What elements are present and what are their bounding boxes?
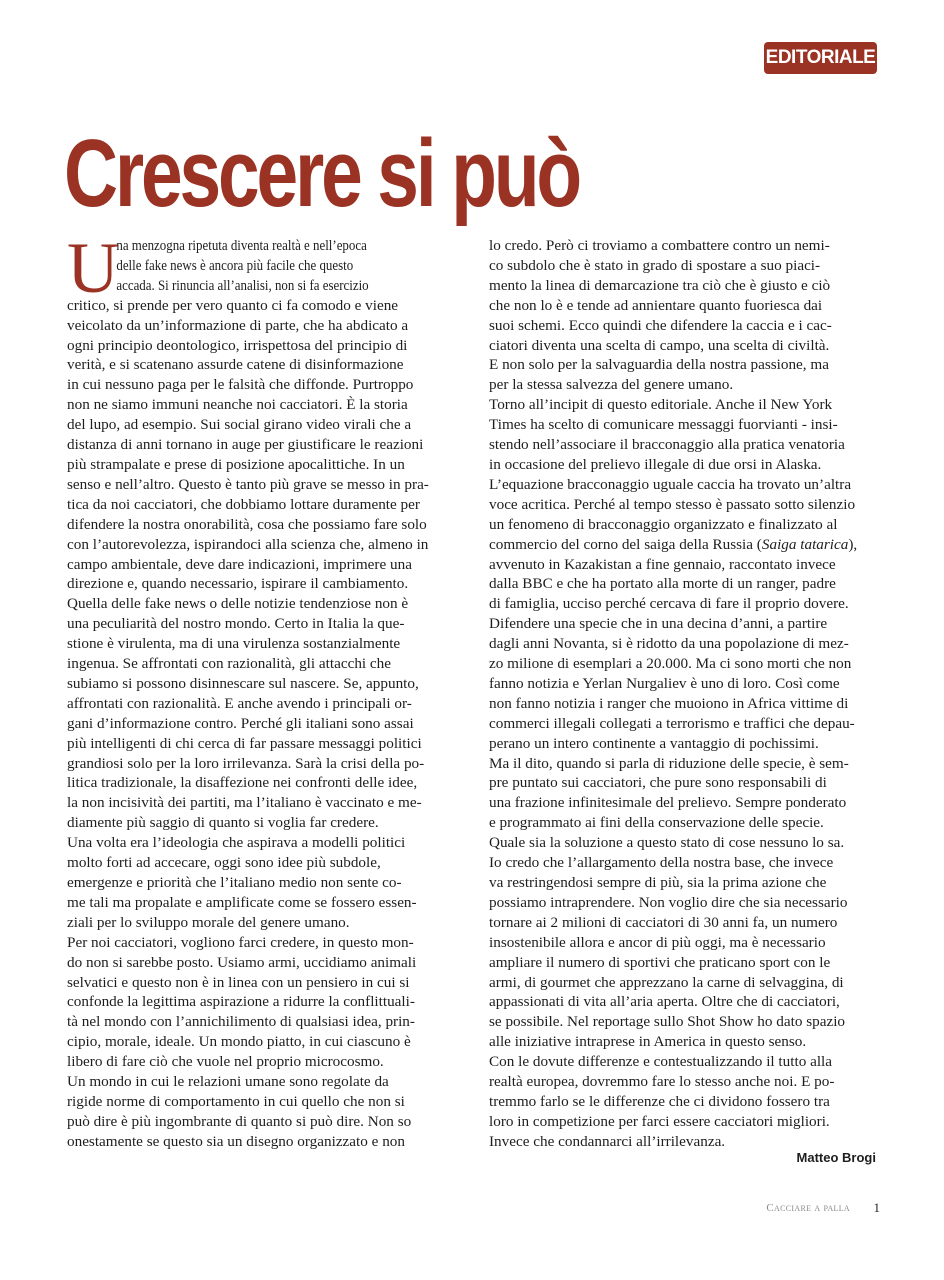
text-line: campo ambientale, deve dare indicazioni, imprimere una <box>67 555 412 573</box>
text-line: molto forti ad accecare, oggi sono idee più subdole, <box>67 854 381 872</box>
text-line: non fanno notizia i ranger che muoiono in Africa vittime di <box>489 694 849 712</box>
article-title: Crescere si può <box>64 120 580 227</box>
text-line: cipio, morale, ideale. Un mondo piatto, in cui ciascuno è <box>67 1033 411 1051</box>
text-line: più intelligenti di chi cerca di far passare messaggi politici <box>67 734 422 752</box>
text-line: rigide norme di comportamento in cui quello che non si <box>67 1092 405 1110</box>
text-line: con l’autorevolezza, ispirandoci alla scienza che, almeno in <box>67 535 429 553</box>
text-line: delle fake news è ancora più facile che questo <box>116 256 354 274</box>
text-line: selvatici e questo non è in linea con un pensiero in cui si <box>67 973 410 991</box>
text-line: dalla BBC e che ha portato alla morte di un ranger, padre <box>489 575 836 593</box>
text-line: commercio del corno del saiga della Russia (Saiga tatarica), <box>489 535 858 553</box>
text-line: distanza di anni tornano in auge per giustificare le reazioni <box>67 436 424 454</box>
drop-cap: U <box>67 228 119 308</box>
text-line: per la stessa salvezza del genere umano. <box>489 376 734 394</box>
text-line: non ne siamo immuni neanche noi cacciatori. È la storia <box>67 396 408 414</box>
text-line: na menzogna ripetuta diventa realtà e nell’epoca <box>116 237 367 254</box>
text-line: Un mondo in cui le relazioni umane sono regolate da <box>67 1073 389 1091</box>
text-line: va restringendosi sempre di più, sia la prima azione che <box>489 874 827 891</box>
text-line: dagli anni Novanta, si è ridotto da una popolazione di mez- <box>489 635 849 653</box>
text-line: confonde la legittima aspirazione a ridurre la conflittuali- <box>67 993 415 1011</box>
text-line: veicolato da un’informazione di parte, che ha abdicato a <box>67 316 409 334</box>
text-line: Torno all’incipit di questo editoriale. Anche il New York <box>489 396 833 414</box>
text-line: Una volta era l’ideologia che aspirava a modelli politici <box>67 834 406 852</box>
text-line: ogni principio deontologico, irrispettosa del principio di <box>67 336 408 354</box>
text-line: ziali per lo sviluppo morale del genere umano. <box>67 913 350 931</box>
text-line: libero di fare ciò che vuole nel proprio microcosmo. <box>67 1053 384 1071</box>
text-line: stione è virulenta, ma di una virulenza sostanzialmente <box>67 635 401 653</box>
text-line: armi, di gourmet che apprezzano la carne di selvaggina, di <box>489 973 844 991</box>
text-line: e programmato ai fini della conservazione delle specie. <box>489 814 824 832</box>
text-line: Con le dovute differenze e contestualizzando il tutto alla <box>489 1053 833 1071</box>
text-line: insostenibile allora e ancor di più oggi, ma è necessario <box>489 933 826 951</box>
footer-magazine-name: Cacciare a palla <box>766 1202 850 1214</box>
article-column-right <box>489 236 879 1152</box>
text-line: stendo nell’associare il bracconaggio alla pratica venatoria <box>489 436 845 454</box>
text-line: Difendere una specie che in una decina d’anni, a partire <box>489 615 828 633</box>
text-line: ingenua. Se affrontati con razionalità, gli attacchi che <box>67 655 392 673</box>
text-line: un fenomeno di bracconaggio organizzato e finalizzato al <box>489 515 838 533</box>
text-line: del lupo, ad esempio. Sui social girano video virali che a <box>67 416 412 434</box>
text-line: difendere la nostra onorabilità, cosa che possiamo fare solo <box>67 515 427 533</box>
text-line: lo credo. Però ci troviamo a combattere contro un nemi- <box>489 237 830 254</box>
text-line: litica tradizionale, la disaffezione nei confronti delle idee, <box>67 774 418 792</box>
article-column-left <box>67 228 457 1152</box>
text-line: L’equazione bracconaggio uguale caccia ha trovato un’altra <box>489 475 852 493</box>
text-line: avvenuto in Kazakistan a fine gennaio, raccontato invece <box>489 555 836 573</box>
text-line: più strampalate e prese di posizione apocalittiche. In un <box>67 455 405 473</box>
text-line: critico, si prende per vero quanto ci fa comodo e viene <box>67 296 399 314</box>
text-line: emergenze e priorità che l’italiano medio non sente co- <box>67 874 402 891</box>
text-line: gani d’informazione contro. Perché gli italiani sono assai <box>67 714 414 732</box>
text-line: Times ha scelto di comunicare messaggi fuorvianti - insi- <box>489 416 838 434</box>
section-badge: EDITORIALE <box>764 42 877 74</box>
text-line: appassionati di vita all’aria aperta. Oltre che di cacciatori, <box>489 993 840 1011</box>
text-line: se possibile. Nel reportage sullo Shot Show ho dato spazio <box>489 1013 846 1031</box>
text-line: Invece che condannarci all’irrilevanza. <box>489 1132 726 1150</box>
author-signature: Matteo Brogi <box>796 1150 876 1165</box>
text-line: E non solo per la salvaguardia della nostra passione, ma <box>489 356 829 374</box>
text-line: una frazione infinitesimale del prelievo. Sempre ponderato <box>489 794 847 812</box>
text-line: in cui nessuno paga per le falsità che diffonde. Purtroppo <box>67 376 414 394</box>
text-line: mento la linea di demarcazione tra ciò che è giusto e ciò <box>489 276 831 294</box>
text-line: tà nel mondo con l’annichilimento di qualsiasi idea, prin- <box>67 1013 415 1031</box>
text-line: co subdolo che è stato in grado di spostare a suo piaci- <box>489 256 821 274</box>
text-line: che non lo è e tende ad annientare quanto fuoriesca dai <box>489 296 823 314</box>
text-line: accada. Si rinuncia all’analisi, non si fa esercizio <box>116 276 369 294</box>
text-line: zo milione di esemplari a 20.000. Ma ci sono morti che non <box>489 655 852 673</box>
text-line: pre puntato sui cacciatori, che pure sono responsabili di <box>489 774 827 792</box>
footer-page-number: 1 <box>873 1200 880 1215</box>
text-line: onestamente se questo sia un disegno organizzato e non <box>67 1132 405 1150</box>
text-line: Per noi cacciatori, vogliono farci credere, in questo mon- <box>67 933 414 951</box>
text-line: può dire è più ingombrante di quanto si può dire. Non so <box>67 1112 412 1130</box>
text-line: affrontati con razionalità. E anche avendo i principali or- <box>67 694 412 712</box>
text-line: Quella delle fake news o delle notizie tendenziose non è <box>67 595 409 613</box>
text-line: Quale sia la soluzione a questo stato di cose nessuno lo sa. <box>489 834 845 852</box>
text-line: senso e nell’altro. Questo è tanto più grave se messo in pra- <box>67 475 429 493</box>
text-line: grandiosi solo per la loro irrilevanza. Sarà la crisi della po- <box>67 754 425 772</box>
text-line: una peculiarità del nostro mondo. Certo in Italia la que- <box>67 615 405 633</box>
text-line: la non incisività dei partiti, ma l’italiano è vaccinato e me- <box>67 794 422 812</box>
text-line: Io credo che l’allargamento della nostra base, che invece <box>489 854 834 872</box>
text-line: diamente più saggio di quanto si voglia far credere. <box>67 814 379 832</box>
text-line: direzione e, quando necessario, ispirare il cambiamento. <box>67 575 409 593</box>
text-line: possiamo intraprendere. Non voglio dire che sia necessario <box>489 893 848 911</box>
text-line: do non si sarebbe posto. Usiamo armi, uccidiamo animali <box>67 953 417 971</box>
text-line: loro in competizione per farci essere cacciatori migliori. <box>489 1112 830 1130</box>
text-line: fanno notizia e Yerlan Nurgaliev è uno di loro. Così come <box>489 674 840 692</box>
text-line: voce acritica. Perché al tempo stesso è passato sotto silenzio <box>489 495 856 513</box>
text-line: ciatori diventa una scelta di campo, una scelta di civiltà. <box>489 336 830 354</box>
text-line: di famiglia, ucciso perché cercava di fare il proprio dovere. <box>489 595 849 613</box>
text-line: verità, e si scatenano assurde catene di disinformazione <box>67 356 404 374</box>
text-line: commerci illegali collegati a terrorismo e traffici che depau- <box>489 714 855 732</box>
text-line: Ma il dito, quando si parla di riduzione delle specie, è sem- <box>489 754 849 772</box>
text-line: tica da noi cacciatori, che dobbiamo lottare duramente per <box>67 495 420 513</box>
text-line: tornare ai 2 milioni di cacciatori di 30 anni fa, un numero <box>489 913 838 931</box>
text-line: subiamo si possono disinnescare sul nascere. Se, appunto, <box>67 674 419 692</box>
text-line: ampliare il numero di sportivi che praticano sport con le <box>489 953 831 971</box>
text-line: perano un intero continente a vantaggio di pochissimi. <box>489 734 819 752</box>
text-line: alle iniziative intraprese in America in questo senso. <box>489 1033 807 1051</box>
text-line: me tali ma propalate e amplificate come se fossero essen- <box>67 893 417 911</box>
text-line: realtà europea, dovremmo fare lo stesso anche noi. E po- <box>489 1073 835 1091</box>
text-line: in occasione del prelievo illegale di due orsi in Alaska. <box>489 455 822 473</box>
text-line: tremmo farlo se le differenze che ci dividono fossero tra <box>489 1092 830 1110</box>
text-line: suoi schemi. Ecco quindi che difendere la caccia e i cac- <box>489 316 832 334</box>
